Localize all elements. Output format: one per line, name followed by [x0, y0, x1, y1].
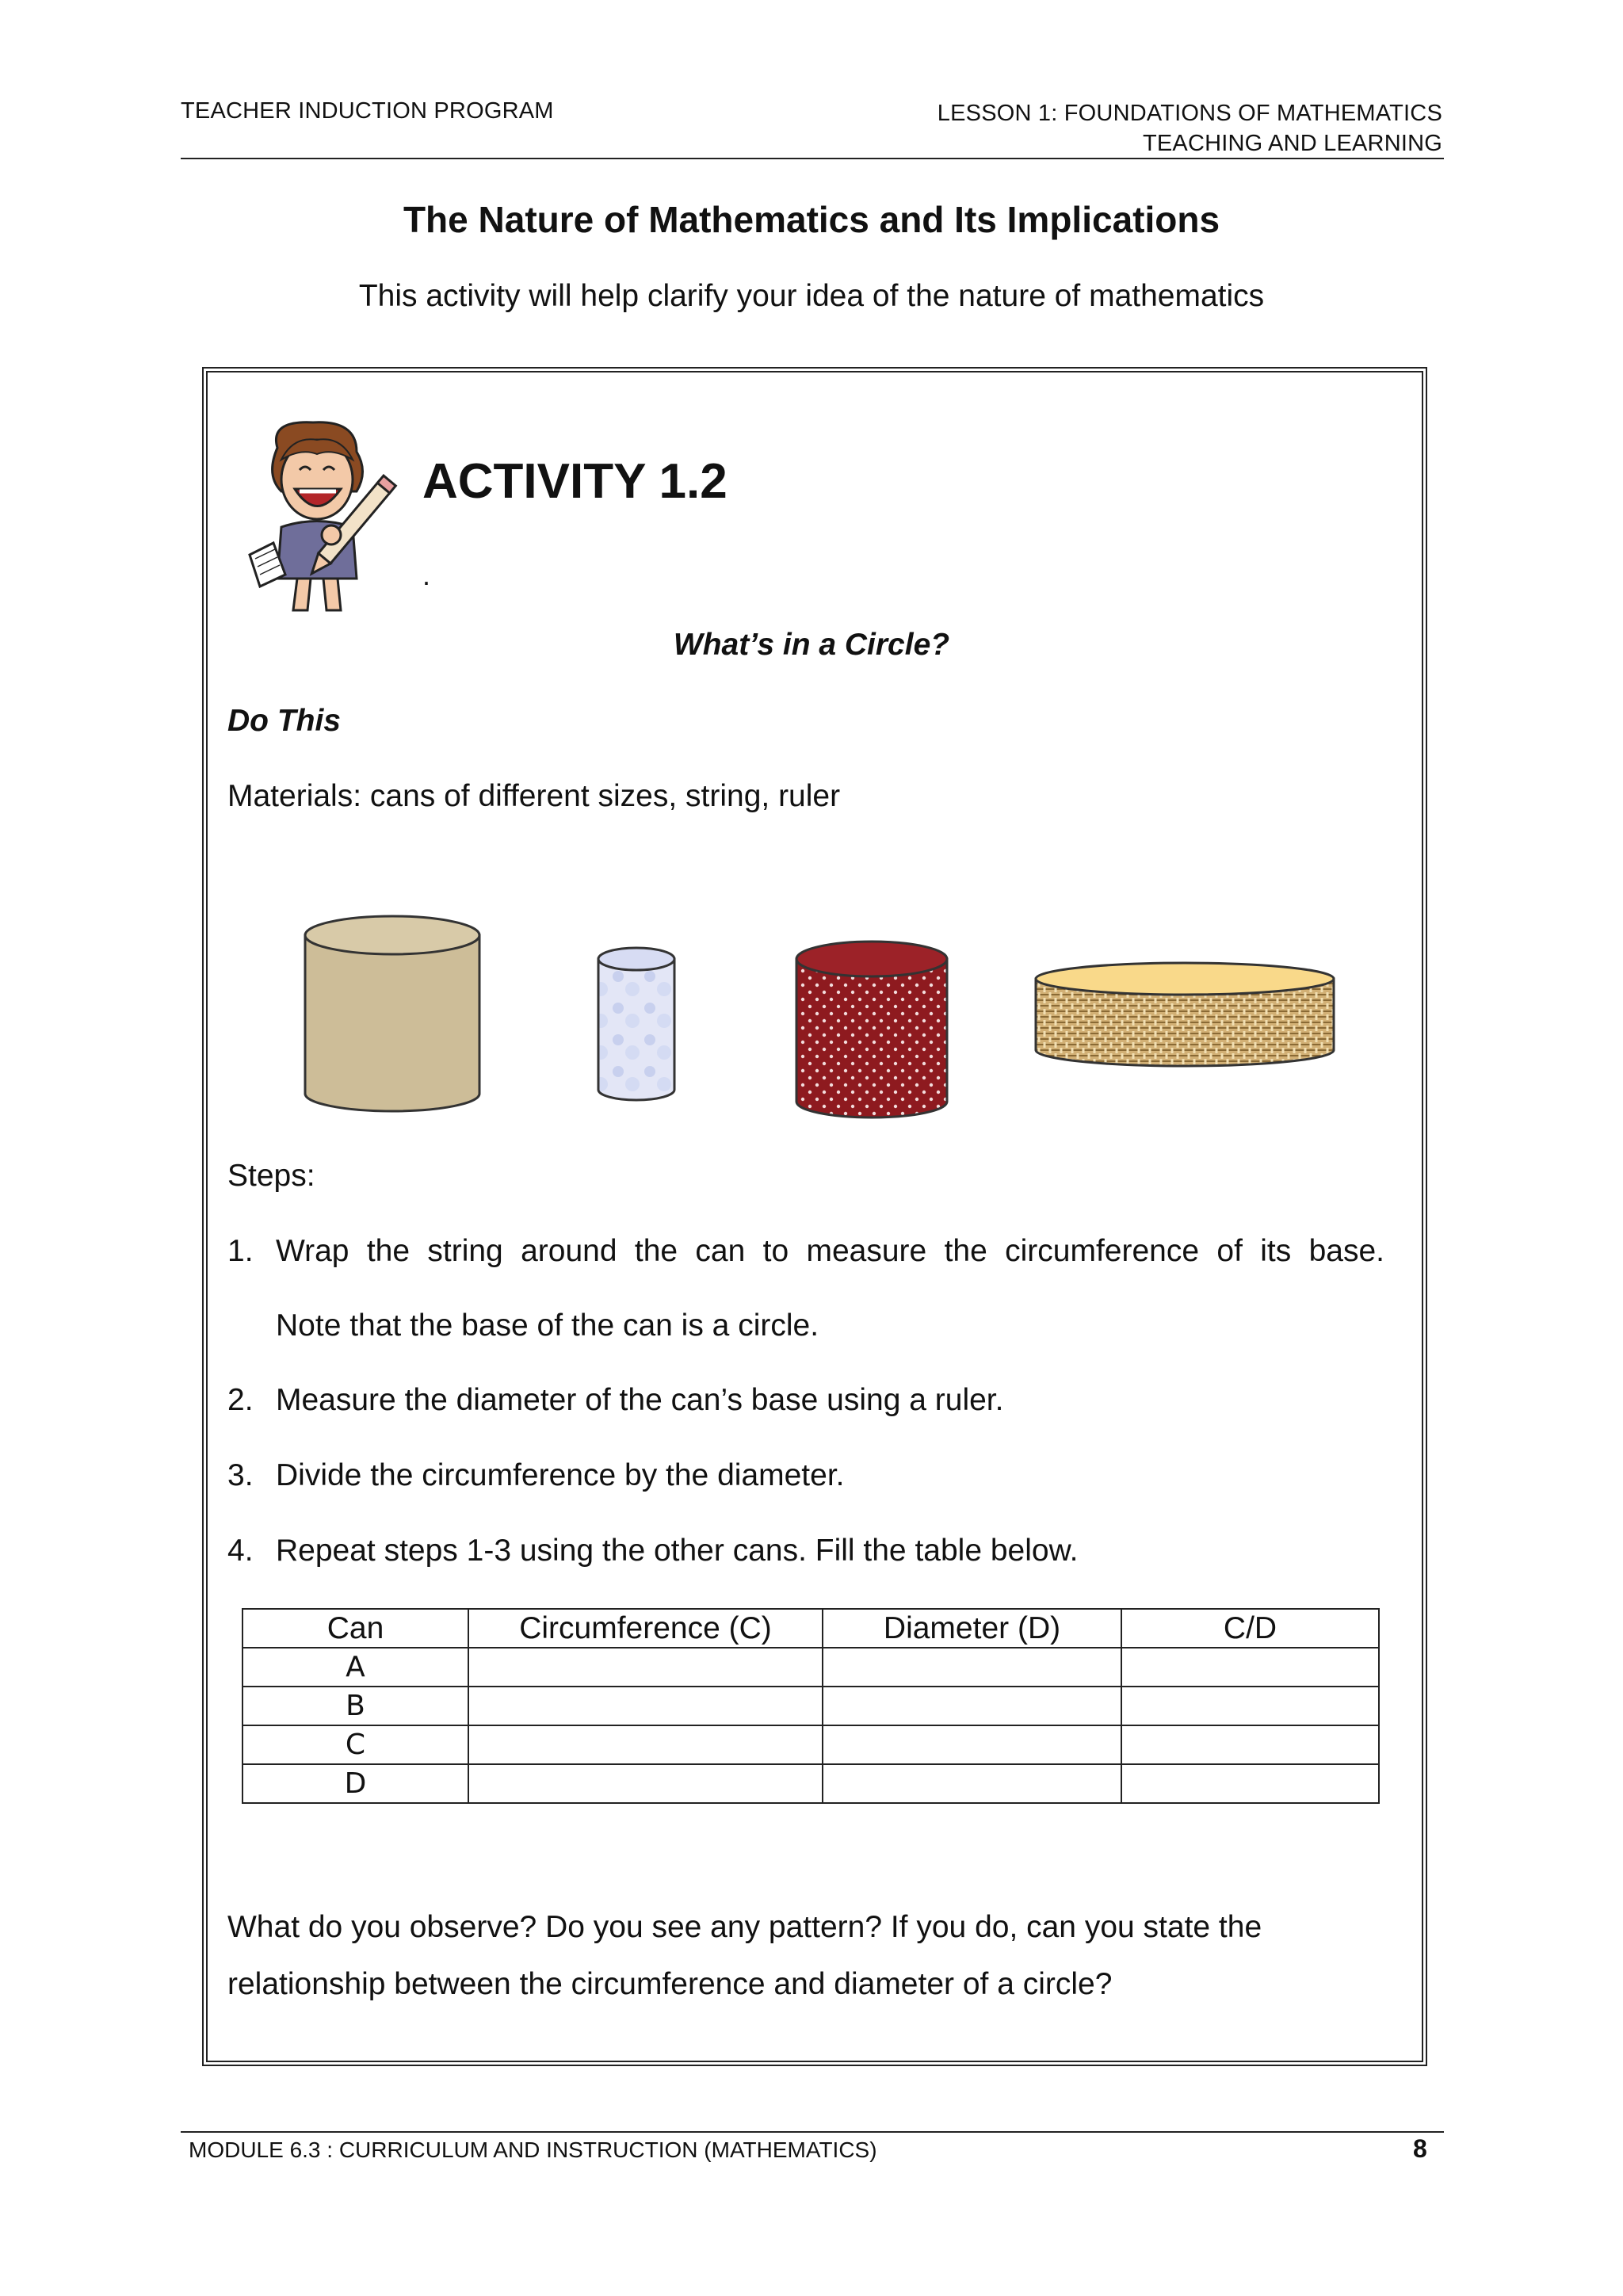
steps-label: Steps:: [227, 1159, 315, 1193]
cell-circumference[interactable]: [468, 1687, 823, 1725]
page-number: 8: [1413, 2134, 1427, 2163]
step-number: 3.: [227, 1458, 254, 1492]
activity-dot: .: [422, 559, 431, 591]
activity-title: ACTIVITY 1.2: [422, 454, 727, 509]
cell-circumference[interactable]: [468, 1725, 823, 1764]
column-header-diameter: Diameter (D): [823, 1609, 1121, 1648]
teacher-with-pencil-icon: [238, 416, 400, 618]
table-row: [242, 1687, 1379, 1725]
footer-module: MODULE 6.3 : CURRICULUM AND INSTRUCTION (MATHEMATICS): [189, 2137, 877, 2162]
step-text: Wrap the string around the can to measure the circumference of its base.: [276, 1234, 1384, 1268]
activity-heading: What’s in a Circle?: [673, 628, 950, 662]
step-number: 4.: [227, 1534, 254, 1568]
polka-dot-can-icon: [796, 942, 947, 1117]
cell-ratio[interactable]: [1121, 1725, 1379, 1764]
cell-can: D: [242, 1764, 468, 1803]
cell-diameter[interactable]: [823, 1764, 1121, 1803]
step-number: 2.: [227, 1383, 254, 1417]
step-text: Measure the diameter of the can’s base using a ruler.: [276, 1383, 1004, 1417]
cell-diameter[interactable]: [823, 1725, 1121, 1764]
results-table: [242, 1608, 1380, 1804]
cell-circumference[interactable]: [468, 1648, 823, 1687]
header-lesson: [938, 98, 1442, 159]
step-text: Divide the circumference by the diameter.: [276, 1458, 845, 1492]
cell-can: B: [242, 1687, 468, 1725]
cell-circumference[interactable]: [468, 1764, 823, 1803]
cell-can: C: [242, 1725, 468, 1764]
cans-illustration: [293, 904, 1339, 1125]
step-text: Repeat steps 1-3 using the other cans. Fill the table below.: [276, 1534, 1079, 1568]
header-lesson-line2: TEACHING AND LEARNING: [1142, 131, 1442, 156]
header-lesson-line1: LESSON 1: FOUNDATIONS OF MATHEMATICS: [937, 101, 1442, 126]
page-subtitle: This activity will help clarify your idea of the nature of mathematics: [358, 279, 1265, 313]
column-header-circumference: Circumference (C): [468, 1609, 823, 1648]
glass-can-icon: [598, 948, 674, 1100]
materials-text: Materials: cans of different sizes, string, ruler: [227, 779, 841, 813]
header-program: TEACHER INDUCTION PROGRAM: [181, 98, 554, 124]
table-row: [242, 1648, 1379, 1687]
table-row: [242, 1764, 1379, 1803]
tan-can-icon: [305, 916, 479, 1111]
activity-box: [202, 367, 1427, 2066]
cell-diameter[interactable]: [823, 1648, 1121, 1687]
do-this-label: Do This: [227, 704, 341, 738]
cell-ratio[interactable]: [1121, 1648, 1379, 1687]
woven-basket-can-icon: [1036, 963, 1334, 1066]
column-header-can: Can: [242, 1609, 468, 1648]
step-number: 1.: [227, 1234, 254, 1268]
cell-ratio[interactable]: [1121, 1687, 1379, 1725]
cell-can: A: [242, 1648, 468, 1687]
cell-diameter[interactable]: [823, 1687, 1121, 1725]
header-rule: [181, 158, 1444, 159]
table-header-row: [242, 1609, 1379, 1648]
footer-rule: [181, 2131, 1444, 2133]
cell-ratio[interactable]: [1121, 1764, 1379, 1803]
page-title: The Nature of Mathematics and Its Implications: [403, 199, 1220, 240]
reflection-question: What do you observe? Do you see any pattern? If you do, can you state the relationship between the circumference and diameter of a circle?: [227, 1910, 1262, 2001]
column-header-ratio: C/D: [1121, 1609, 1379, 1648]
table-row: [242, 1725, 1379, 1764]
step-text-continuation: Note that the base of the can is a circle.: [276, 1308, 819, 1343]
